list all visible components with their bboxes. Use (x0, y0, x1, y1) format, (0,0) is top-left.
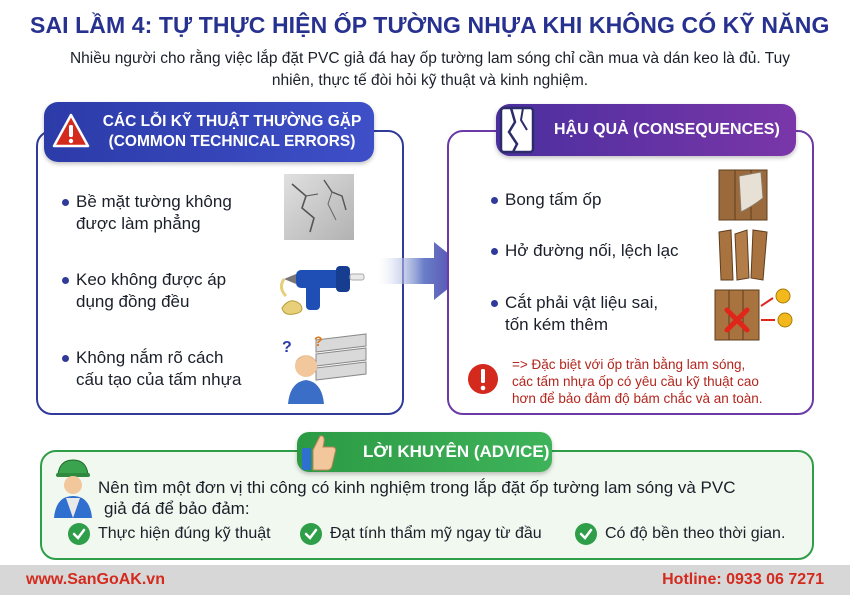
consequences-note (512, 356, 802, 407)
error-item-3-line2: cấu tạo của tấm nhựa (76, 370, 242, 389)
error-item-2-line2: dụng đồng đều (76, 292, 190, 311)
error-item-1-line2: được làm phẳng (76, 214, 201, 233)
title-prefix: SAI LẦM 4: (30, 12, 159, 38)
error-item-2 (76, 269, 226, 313)
consequence-item-3-line1: Cắt phải vật liệu sai, (505, 293, 659, 312)
svg-text:?: ? (282, 339, 292, 356)
hotline-text[interactable]: Hotline: 0933 06 7271 (662, 571, 824, 588)
gapped-panels-icon (717, 228, 771, 282)
advice-text-line2: giả đá để bảo đảm: (104, 499, 250, 518)
bullet-dot (491, 197, 498, 204)
consequence-item-3 (505, 292, 658, 336)
confused-person-icon (276, 332, 368, 404)
check-circle-icon (68, 523, 90, 545)
errors-heading-line2: (COMMON TECHNICAL ERRORS) (108, 133, 356, 150)
error-item-2-line1: Keo không được áp (76, 270, 227, 289)
advice-heading-text: LỜI KHUYÊN (ADVICE) (363, 442, 550, 461)
website-link[interactable]: www.SanGoAK.vn (26, 571, 165, 588)
title-main: TỰ THỰC HIỆN ỐP TƯỜNG NHỰA KHI KHÔNG CÓ KỸ NĂNG (158, 12, 830, 38)
bullet-dot (491, 248, 498, 255)
glue-gun-icon (276, 252, 366, 318)
bullet-dot (491, 300, 498, 307)
warning-triangle-icon (51, 111, 91, 151)
consequence-item-2 (505, 240, 679, 262)
alert-circle-icon (466, 362, 500, 396)
bullet-dot (62, 277, 69, 284)
advice-check-3 (575, 523, 785, 545)
intro-text (60, 48, 800, 92)
advice-check-1 (68, 523, 271, 545)
note-line3: hơn để bảo đảm độ bám chắc và an toàn. (512, 391, 763, 406)
consequence-item-2-line1: Hở đường nối, lệch lạc (505, 241, 679, 260)
footer-bar (0, 565, 850, 595)
peeling-panel-icon (717, 168, 769, 222)
cracked-wall-icon (284, 174, 354, 240)
errors-heading-line1: CÁC LỖI KỸ THUẬT THƯỜNG GẶP (102, 113, 362, 130)
advice-check-1-label: Thực hiện đúng kỹ thuật (98, 525, 271, 542)
intro-paragraph: Nhiều người cho rằng việc lắp đặt PVC giả đá hay ốp tường lam sóng chỉ cần mua và dán keo là đủ. Tuy nhiên, thực tế đòi hỏi kỹ thuật và kinh nghiệm. (69, 50, 791, 89)
advice-text (98, 477, 808, 519)
consequences-heading-text: HẬU QUẢ (CONSEQUENCES) (554, 121, 780, 138)
advice-check-3-label: Có độ bền theo thời gian. (605, 525, 786, 542)
consequence-item-1 (505, 189, 601, 211)
errors-heading (44, 102, 374, 162)
note-line2: các tấm nhựa ốp có yêu cầu kỹ thuật cao (512, 374, 759, 389)
error-item-3 (76, 347, 241, 391)
advice-text-line1: Nên tìm một đơn vị thi công có kinh nghiệm trong lắp đặt ốp tường lam sóng và PVC (98, 478, 736, 497)
consequence-item-1-line1: Bong tấm ốp (505, 190, 602, 209)
advice-check-2-label: Đạt tính thẩm mỹ ngay từ đầu (330, 525, 542, 542)
consequence-item-3-line2: tốn kém thêm (505, 315, 608, 334)
page-title (30, 12, 830, 39)
svg-text:?: ? (314, 333, 323, 349)
check-circle-icon (300, 523, 322, 545)
error-item-3-line1: Không nắm rõ cách (76, 348, 224, 367)
bullet-dot (62, 199, 69, 206)
check-circle-icon (575, 523, 597, 545)
worker-avatar-icon (52, 458, 94, 518)
bullet-dot (62, 355, 69, 362)
advice-check-2 (300, 523, 542, 545)
thumbs-up-icon (300, 432, 338, 472)
error-item-1 (76, 191, 232, 235)
broken-wall-icon (497, 104, 537, 156)
note-line1: => Đặc biệt với ốp trần bằng lam sóng, (512, 357, 746, 372)
consequences-heading (496, 104, 796, 156)
wasted-material-icon (713, 284, 797, 344)
error-item-1-line1: Bề mặt tường không (76, 192, 232, 211)
